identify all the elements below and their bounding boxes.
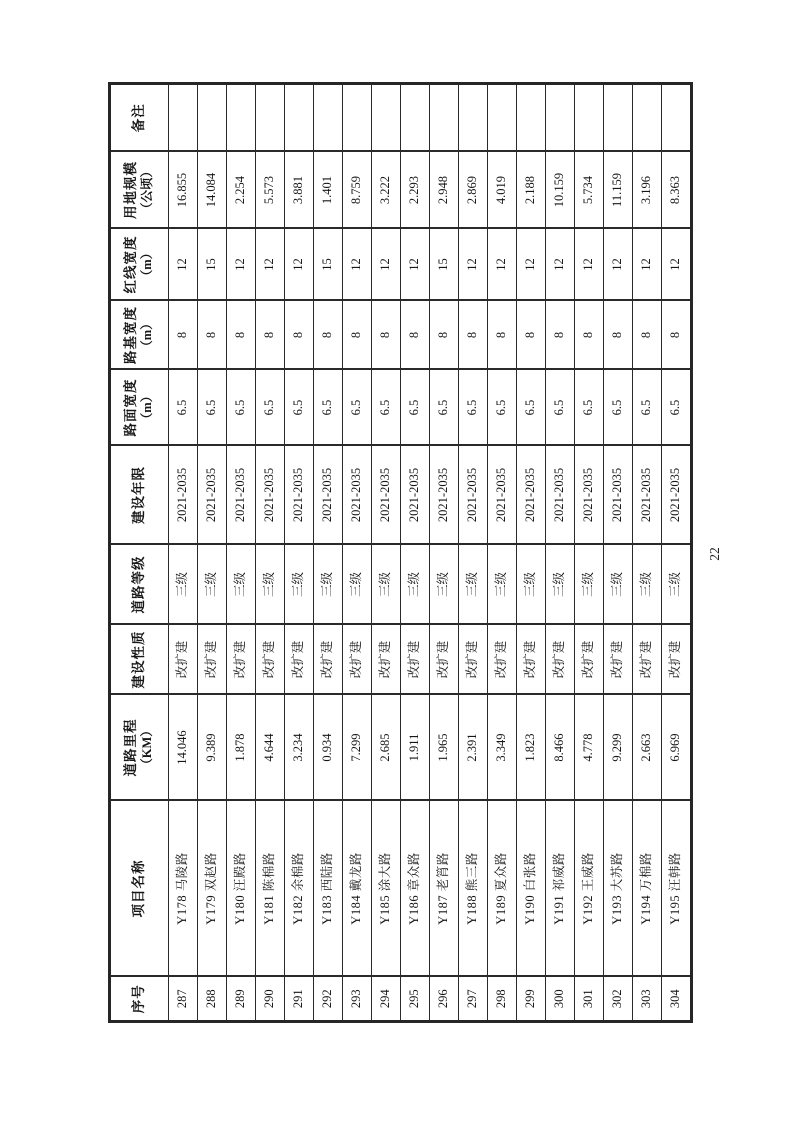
cell-surface: 6.5 [198,370,227,446]
table-row [517,84,546,1022]
cell-land: 3.222 [372,152,401,229]
cell-years: 2021-2035 [198,446,227,545]
cell-remark [633,84,662,152]
cell-name: Y189 夏众路 [488,801,517,977]
cell-seq: 289 [227,977,256,1022]
cell-grade: 三级 [662,545,692,625]
header-base-unit: （m） [140,317,155,353]
cell-grade: 三级 [430,545,459,625]
cell-base: 8 [430,301,459,370]
table-row [430,84,459,1022]
cell-seq: 290 [256,977,285,1022]
cell-grade: 三级 [314,545,343,625]
cell-remark [430,84,459,152]
cell-redline: 15 [430,229,459,301]
cell-mileage: 1.823 [517,695,546,801]
header-nature [110,625,169,695]
cell-years: 2021-2035 [488,446,517,545]
cell-surface: 6.5 [546,370,575,446]
cell-years: 2021-2035 [401,446,430,545]
table-row [662,84,692,1022]
cell-base: 8 [633,301,662,370]
cell-nature: 改扩建 [488,625,517,695]
cell-land: 10.159 [546,152,575,229]
cell-surface: 6.5 [343,370,372,446]
cell-grade: 三级 [198,545,227,625]
cell-name: Y185 涂大路 [372,801,401,977]
header-land-unit: （公顷） [140,165,155,216]
cell-grade: 三级 [604,545,633,625]
header-mileage-label: 道路里程 [123,718,139,777]
road-plan-table-rotated [108,85,682,1023]
cell-seq: 304 [662,977,692,1022]
cell-land: 2.869 [459,152,488,229]
table-row [459,84,488,1022]
cell-name: Y193 大苏路 [604,801,633,977]
cell-seq: 299 [517,977,546,1022]
header-land-label: 用地规模 [123,161,139,219]
cell-remark [372,84,401,152]
cell-mileage: 14.046 [169,695,198,801]
cell-name: Y181 陈棉路 [256,801,285,977]
cell-redline: 12 [546,229,575,301]
header-grade-label: 道路等级 [131,555,147,614]
cell-surface: 6.5 [169,370,198,446]
cell-redline: 15 [314,229,343,301]
cell-nature: 改扩建 [633,625,662,695]
cell-nature: 改扩建 [343,625,372,695]
cell-redline: 12 [401,229,430,301]
cell-base: 8 [227,301,256,370]
cell-land: 3.881 [285,152,314,229]
cell-seq: 300 [546,977,575,1022]
cell-seq: 293 [343,977,372,1022]
cell-years: 2021-2035 [372,446,401,545]
cell-base: 8 [662,301,692,370]
cell-base: 8 [604,301,633,370]
cell-surface: 6.5 [633,370,662,446]
cell-land: 11.159 [604,152,633,229]
cell-land: 8.759 [343,152,372,229]
header-mileage [110,695,169,801]
cell-name: Y195 汪韩路 [662,801,692,977]
cell-seq: 296 [430,977,459,1022]
cell-nature: 改扩建 [372,625,401,695]
header-redline [110,229,169,301]
cell-base: 8 [401,301,430,370]
cell-redline: 12 [662,229,692,301]
cell-surface: 6.5 [285,370,314,446]
cell-seq: 302 [604,977,633,1022]
cell-grade: 三级 [285,545,314,625]
header-name-label: 项目名称 [131,859,147,918]
table-row [169,84,198,1022]
cell-seq: 303 [633,977,662,1022]
table-body [169,84,692,1022]
cell-remark [227,84,256,152]
cell-mileage: 6.969 [662,695,692,801]
cell-mileage: 9.299 [604,695,633,801]
cell-grade: 三级 [372,545,401,625]
cell-surface: 6.5 [430,370,459,446]
header-remark-label: 备注 [131,103,147,133]
header-redline-label: 红线宽度 [123,235,139,294]
cell-seq: 288 [198,977,227,1022]
cell-redline: 12 [459,229,488,301]
cell-base: 8 [198,301,227,370]
cell-name: Y183 西陆路 [314,801,343,977]
cell-years: 2021-2035 [169,446,198,545]
header-surface-label: 路面宽度 [123,378,139,437]
cell-years: 2021-2035 [459,446,488,545]
cell-grade: 三级 [256,545,285,625]
cell-mileage: 2.685 [372,695,401,801]
header-remark [110,84,169,152]
cell-base: 8 [488,301,517,370]
cell-grade: 三级 [517,545,546,625]
cell-grade: 三级 [488,545,517,625]
cell-land: 8.363 [662,152,692,229]
table-row [343,84,372,1022]
cell-land: 2.254 [227,152,256,229]
cell-mileage: 4.778 [575,695,604,801]
cell-years: 2021-2035 [633,446,662,545]
cell-years: 2021-2035 [604,446,633,545]
cell-nature: 改扩建 [227,625,256,695]
cell-remark [256,84,285,152]
cell-remark [401,84,430,152]
cell-nature: 改扩建 [662,625,692,695]
cell-land: 16.855 [169,152,198,229]
table-row [314,84,343,1022]
cell-nature: 改扩建 [256,625,285,695]
cell-remark [604,84,633,152]
cell-name: Y188 熊三路 [459,801,488,977]
cell-remark [488,84,517,152]
cell-mileage: 9.389 [198,695,227,801]
cell-name: Y182 余棉路 [285,801,314,977]
cell-seq: 287 [169,977,198,1022]
cell-nature: 改扩建 [314,625,343,695]
cell-base: 8 [517,301,546,370]
cell-base: 8 [256,301,285,370]
cell-grade: 三级 [401,545,430,625]
cell-surface: 6.5 [604,370,633,446]
cell-nature: 改扩建 [401,625,430,695]
header-years [110,446,169,545]
cell-seq: 301 [575,977,604,1022]
cell-nature: 改扩建 [430,625,459,695]
header-name [110,801,169,977]
cell-land: 1.401 [314,152,343,229]
cell-nature: 改扩建 [459,625,488,695]
table-row [227,84,256,1022]
cell-mileage: 3.349 [488,695,517,801]
cell-land: 3.196 [633,152,662,229]
cell-years: 2021-2035 [256,446,285,545]
cell-years: 2021-2035 [285,446,314,545]
cell-land: 2.293 [401,152,430,229]
cell-seq: 291 [285,977,314,1022]
cell-mileage: 4.644 [256,695,285,801]
road-plan-table [108,82,693,1023]
cell-remark [517,84,546,152]
cell-surface: 6.5 [575,370,604,446]
cell-mileage: 1.911 [401,695,430,801]
table-row [488,84,517,1022]
cell-years: 2021-2035 [517,446,546,545]
header-land [110,152,169,229]
cell-years: 2021-2035 [314,446,343,545]
cell-redline: 12 [575,229,604,301]
cell-mileage: 2.391 [459,695,488,801]
cell-base: 8 [372,301,401,370]
cell-base: 8 [314,301,343,370]
cell-name: Y187 老筲路 [430,801,459,977]
cell-redline: 12 [517,229,546,301]
cell-name: Y184 戴龙路 [343,801,372,977]
cell-mileage: 7.299 [343,695,372,801]
cell-seq: 298 [488,977,517,1022]
header-mileage-unit: （KM） [140,724,155,771]
cell-name: Y191 祁威路 [546,801,575,977]
table-row [546,84,575,1022]
cell-surface: 6.5 [401,370,430,446]
cell-years: 2021-2035 [575,446,604,545]
cell-name: Y180 汪殿路 [227,801,256,977]
cell-years: 2021-2035 [662,446,692,545]
cell-grade: 三级 [227,545,256,625]
cell-years: 2021-2035 [546,446,575,545]
header-grade [110,545,169,625]
cell-years: 2021-2035 [343,446,372,545]
header-base-label: 路基宽度 [123,306,139,364]
cell-land: 5.734 [575,152,604,229]
cell-name: Y192 王威路 [575,801,604,977]
cell-land: 4.019 [488,152,517,229]
table-row [633,84,662,1022]
cell-nature: 改扩建 [575,625,604,695]
cell-redline: 12 [372,229,401,301]
cell-name: Y190 白张路 [517,801,546,977]
cell-redline: 12 [169,229,198,301]
cell-name: Y178 马陵路 [169,801,198,977]
cell-surface: 6.5 [488,370,517,446]
page-number: 22 [707,547,722,561]
cell-nature: 改扩建 [169,625,198,695]
cell-surface: 6.5 [662,370,692,446]
header-seq [110,977,169,1022]
cell-base: 8 [169,301,198,370]
table-row [198,84,227,1022]
table-row [372,84,401,1022]
cell-remark [662,84,692,152]
cell-seq: 295 [401,977,430,1022]
cell-redline: 12 [604,229,633,301]
cell-years: 2021-2035 [227,446,256,545]
cell-seq: 292 [314,977,343,1022]
cell-redline: 12 [488,229,517,301]
table-row [285,84,314,1022]
cell-redline: 12 [633,229,662,301]
cell-nature: 改扩建 [285,625,314,695]
cell-base: 8 [575,301,604,370]
cell-redline: 12 [227,229,256,301]
header-surface-unit: （m） [140,389,155,426]
header-redline-unit: （m） [140,246,155,283]
cell-nature: 改扩建 [546,625,575,695]
cell-redline: 12 [256,229,285,301]
cell-seq: 297 [459,977,488,1022]
cell-nature: 改扩建 [604,625,633,695]
table-row [604,84,633,1022]
header-years-label: 建设年限 [131,466,147,524]
cell-remark [343,84,372,152]
cell-redline: 15 [198,229,227,301]
cell-remark [546,84,575,152]
cell-grade: 三级 [459,545,488,625]
cell-remark [575,84,604,152]
cell-nature: 改扩建 [517,625,546,695]
cell-surface: 6.5 [314,370,343,446]
table-row [401,84,430,1022]
cell-mileage: 1.878 [227,695,256,801]
cell-land: 14.084 [198,152,227,229]
cell-remark [169,84,198,152]
cell-name: Y179 双赵路 [198,801,227,977]
cell-years: 2021-2035 [430,446,459,545]
cell-remark [459,84,488,152]
cell-redline: 12 [343,229,372,301]
header-seq-label: 序号 [131,984,147,1014]
cell-remark [314,84,343,152]
cell-grade: 三级 [169,545,198,625]
cell-surface: 6.5 [256,370,285,446]
cell-surface: 6.5 [227,370,256,446]
table-row [575,84,604,1022]
cell-land: 5.573 [256,152,285,229]
cell-grade: 三级 [343,545,372,625]
cell-base: 8 [285,301,314,370]
header-nature-label: 建设性质 [131,630,147,689]
cell-land: 2.188 [517,152,546,229]
cell-grade: 三级 [546,545,575,625]
cell-remark [198,84,227,152]
header-base [110,301,169,370]
cell-nature: 改扩建 [198,625,227,695]
cell-seq: 294 [372,977,401,1022]
table-header-row [110,84,169,1022]
cell-grade: 三级 [633,545,662,625]
cell-surface: 6.5 [372,370,401,446]
cell-base: 8 [343,301,372,370]
cell-surface: 6.5 [459,370,488,446]
cell-remark [285,84,314,152]
cell-mileage: 3.234 [285,695,314,801]
cell-land: 2.948 [430,152,459,229]
cell-grade: 三级 [575,545,604,625]
cell-mileage: 2.663 [633,695,662,801]
cell-mileage: 8.466 [546,695,575,801]
header-surface [110,370,169,446]
cell-mileage: 0.934 [314,695,343,801]
cell-base: 8 [459,301,488,370]
cell-redline: 12 [285,229,314,301]
rotated-table-area [108,85,682,1023]
cell-name: Y194 万棉路 [633,801,662,977]
table-row [256,84,285,1022]
cell-base: 8 [546,301,575,370]
cell-mileage: 1.965 [430,695,459,801]
cell-name: Y186 章众路 [401,801,430,977]
cell-surface: 6.5 [517,370,546,446]
